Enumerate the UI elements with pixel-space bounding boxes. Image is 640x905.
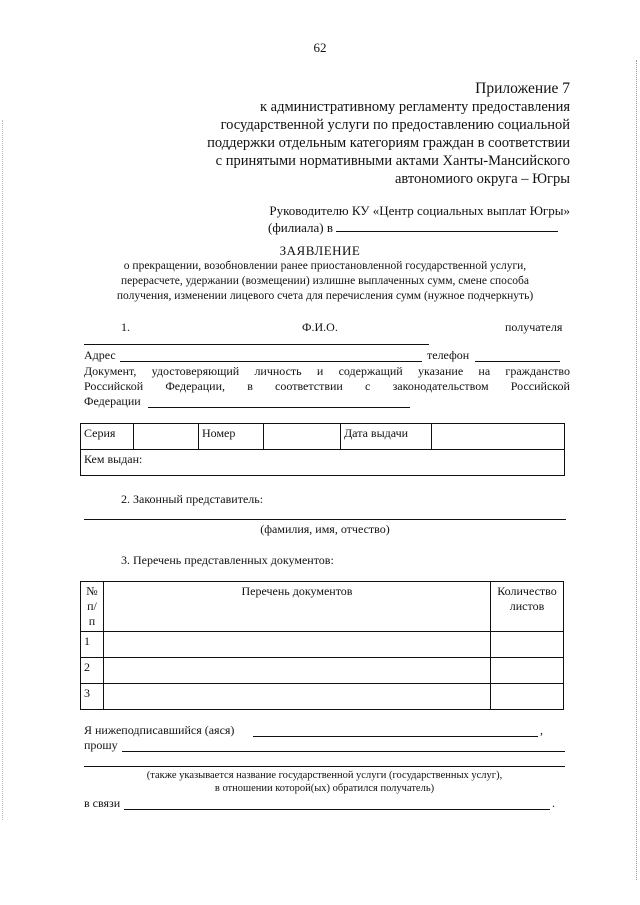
scan-edge-left [2,120,4,820]
doc-word: Российской [510,379,570,393]
sheet-count-field[interactable] [491,684,564,710]
fio-label: Ф.И.О. [302,320,338,334]
count-header-line: Количество [497,584,557,598]
doc-word: в [247,379,253,393]
in-connection-label: в связи [84,796,121,810]
scan-edge-right [636,60,638,880]
appendix-header [150,80,570,188]
doc-text-line2 [84,379,570,394]
undersigned-label: Я нижеподписавшийся (аяся) [84,723,235,737]
row-number: 3 [81,684,104,710]
id-document-table [80,423,565,476]
doc-word: соответствии [275,379,343,393]
recipient-line1: Руководителю КУ «Центр социальных выплат Югры» [269,203,570,218]
statement-subtitle-line: о прекращении, возобновлении ранее приостановленной государственной услуги, [123,260,527,272]
document-name-field[interactable] [104,632,491,658]
series-label: Серия [81,424,134,450]
num-header-line: п/п [87,599,97,628]
appendix-line: к административному регламенту предоставления [259,99,570,115]
document-name-field[interactable] [104,658,491,684]
series-field[interactable] [134,424,199,450]
page-number: 62 [313,40,327,55]
issue-date-field[interactable] [432,424,565,450]
num-header-line: № [86,584,98,598]
issued-by-label: Кем выдан: [84,452,143,466]
appendix-title: Приложение 7 [475,80,570,97]
phone-field[interactable] [475,361,560,362]
doc-text-line1 [84,364,570,379]
branch-field[interactable] [336,220,558,232]
count-header-line: листов [509,599,545,613]
id-document-field[interactable] [148,407,410,408]
doc-text-line3: Федерации [84,394,141,408]
appendix-line: государственной услуги по предоставлению социальной [220,117,570,133]
row-number: 2 [81,658,104,684]
undersigned-comma: , [540,723,543,737]
doc-word: Федерации, [165,379,225,393]
doc-word: указание [417,364,464,378]
sheet-count-field[interactable] [491,632,564,658]
doc-word: с [365,379,371,393]
docs-header: Перечень документов [104,582,491,632]
statement-subtitle [80,259,570,304]
phone-label: телефон [427,348,470,362]
doc-word: Документ, [84,364,137,378]
request-label: прошу [84,738,118,752]
recipient-block [230,202,570,236]
service-note-line: (также указывается название государственной услуги (государственных услуг), [146,770,503,781]
statement-subtitle-line: получения, изменении лицевого счета для перечисления сумм (нужное подчеркнуть) [116,290,534,302]
section1-number: 1. [121,320,130,334]
doc-word: Российской [84,379,144,393]
recipient-word: получателя [505,320,563,334]
doc-word: на [478,364,491,378]
fio-field[interactable] [84,344,429,345]
document-name-field[interactable] [104,684,491,710]
count-header [491,582,564,632]
service-note [84,769,565,795]
issue-date-label: Дата выдачи [341,424,432,450]
reason-field[interactable] [124,809,550,810]
appendix-line: поддержки отдельным категориям граждан в соответствии [207,135,570,151]
num-header [81,582,104,632]
statement-subtitle-line: перерасчете, удержании (возмещении) излишне выплаченных сумм, смене способа [121,275,529,287]
issued-by-field[interactable] [81,450,565,476]
reason-period: . [552,796,555,810]
representative-field[interactable] [84,519,566,520]
representative-caption: (фамилия, имя, отчество) [260,522,390,536]
doc-word: гражданство [505,364,570,378]
address-label: Адрес [84,348,116,362]
appendix-line: автономиого округа – Югры [394,171,570,187]
request-field-continued[interactable] [84,766,565,767]
row-number: 1 [81,632,104,658]
documents-table [80,581,564,710]
doc-word: личность [254,364,302,378]
address-field[interactable] [120,361,422,362]
doc-word: и [316,364,324,378]
section2-title: 2. Законный представитель: [121,492,264,506]
undersigned-field[interactable] [253,736,538,737]
recipient-line2: (филиала) в [268,220,334,235]
doc-word: законодательством [392,379,489,393]
sheet-count-field[interactable] [491,658,564,684]
section3-title: 3. Перечень представленных документов: [121,553,334,567]
statement-title: ЗАЯВЛЕНИЕ [279,243,361,258]
doc-word: удостоверяющий [151,364,240,378]
appendix-line: с принятыми нормативными актами Ханты-Мансийского [215,153,570,169]
number-field[interactable] [264,424,341,450]
service-note-line: в отношении которой(ых) обратился получатель) [214,783,435,794]
request-field[interactable] [122,751,565,752]
doc-word: содержащий [338,364,403,378]
number-label: Номер [199,424,264,450]
